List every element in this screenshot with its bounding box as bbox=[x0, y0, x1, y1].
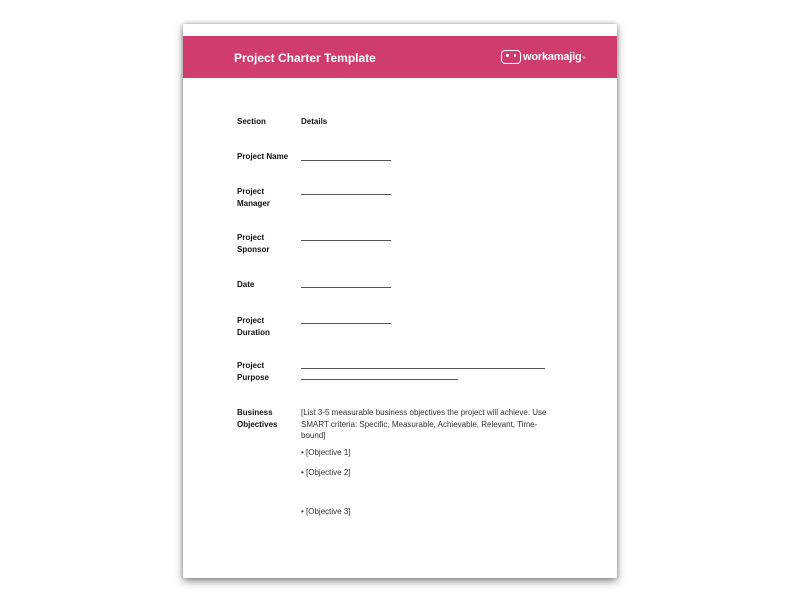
column-header-section: Section bbox=[237, 117, 266, 126]
robot-face-icon bbox=[501, 50, 521, 64]
objectives-instructions: [List 3-5 measurable business objectives the project will achieve. Use SMART criteria: Specific, Measurable, Achievable, Relevant, Time-bound] bbox=[301, 408, 547, 440]
document-page bbox=[183, 24, 617, 578]
logo-text: workamajig bbox=[523, 51, 582, 63]
header-banner bbox=[183, 36, 617, 78]
workamajig-logo bbox=[501, 48, 585, 66]
row-label: Project Name bbox=[237, 152, 289, 161]
column-header-details: Details bbox=[301, 117, 328, 126]
fill-in-line[interactable] bbox=[301, 323, 391, 324]
row-label: Business Objectives bbox=[237, 408, 278, 429]
row-label: Project Purpose bbox=[237, 361, 270, 382]
objective-item: • [Objective 2] bbox=[301, 468, 351, 477]
document-title: Project Charter Template bbox=[234, 51, 376, 65]
row-label: Project Duration bbox=[237, 316, 270, 337]
row-label: Project Manager bbox=[237, 187, 270, 208]
logo-trademark: ® bbox=[582, 54, 586, 60]
row-label: Project Sponsor bbox=[237, 233, 270, 254]
objective-item: • [Objective 3] bbox=[301, 507, 351, 516]
fill-in-line[interactable] bbox=[301, 240, 391, 241]
fill-in-line-1[interactable] bbox=[301, 368, 545, 369]
objective-item: • [Objective 1] bbox=[301, 448, 351, 457]
fill-in-line[interactable] bbox=[301, 287, 391, 288]
fill-in-line[interactable] bbox=[301, 160, 391, 161]
row-label: Date bbox=[237, 280, 255, 289]
fill-in-line[interactable] bbox=[301, 194, 391, 195]
fill-in-line-2[interactable] bbox=[301, 379, 458, 380]
